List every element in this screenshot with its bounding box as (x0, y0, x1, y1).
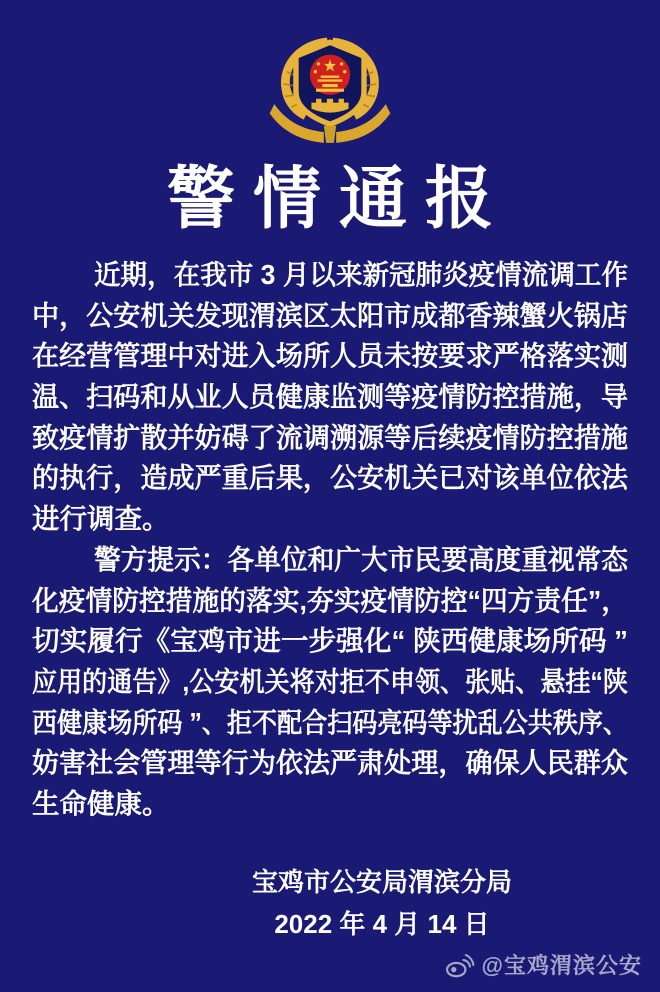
text-line: 致疫情扩散并妨碍了流调溯源等后续疫情防控措施 (32, 421, 628, 453)
weibo-watermark (445, 949, 642, 980)
text-line: 切实履行《宝鸡市进一步强化“ 陕西健康场所码 ” (32, 625, 628, 657)
text-line: 应用的通告》,公安机关将对拒不申领、张贴、悬挂“陕 (32, 665, 628, 697)
text-line: 警方提示：各单位和广大市民要高度重视常态 (94, 543, 628, 575)
text-line: 化疫情防控措施的落实,夯实疫情防控“四方责任”， (32, 584, 628, 616)
police-badge-icon (268, 33, 392, 149)
notice-paragraph-2 (32, 540, 628, 825)
issuing-authority: 宝鸡市公安局渭滨分局 (251, 866, 512, 897)
text-line: 生命健康。 (32, 787, 170, 819)
text-line: 西健康场所码 ”、拒不配合扫码亮码等扰乱公共秩序、 (32, 706, 628, 738)
issue-date: 2022 年 4 月 14 日 (274, 908, 490, 939)
text-line: 近期，在我市 3 月以来新冠肺炎疫情流调工作 (94, 259, 628, 290)
text-line: 的执行，造成严重后果，公安机关已对该单位依法 (32, 462, 628, 494)
text-line: 妨害社会管理等行为依法严肃处理，确保人民群众 (32, 747, 628, 779)
text-line: 温、扫码和从业人员健康监测等疫情防控措施，导 (32, 381, 628, 413)
notice-paragraph-1 (32, 255, 628, 540)
text-line: 中，公安机关发现渭滨区太阳市成都香辣蟹火锅店 (32, 299, 628, 331)
text-line: 进行调查。 (32, 503, 170, 535)
text-line: 在经营管理中对进入场所人员未按要求严格落实测 (32, 340, 628, 372)
watermark-text: @宝鸡渭滨公安 (481, 953, 642, 978)
notice-footer (52, 861, 660, 945)
notice-body (32, 255, 628, 825)
weibo-icon (445, 952, 475, 978)
notice-title: 警情通报 (166, 161, 511, 237)
